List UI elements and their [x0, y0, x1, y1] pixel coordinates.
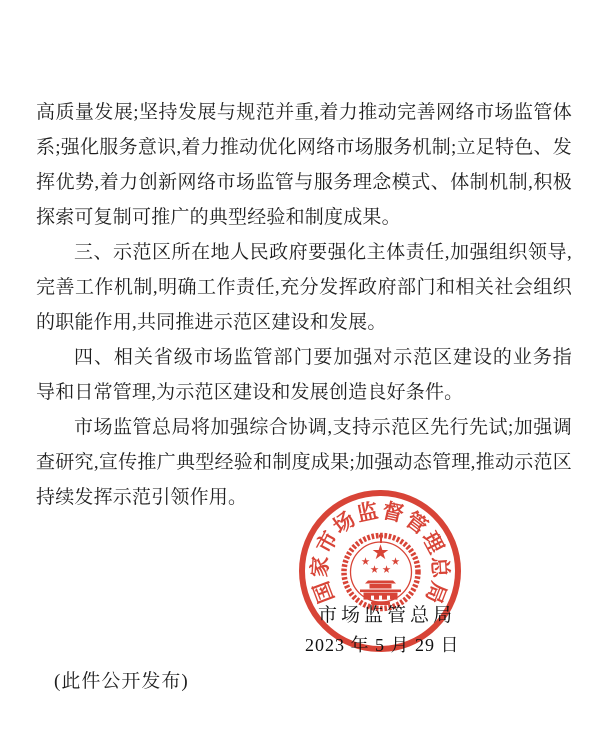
official-seal-icon — [296, 487, 464, 655]
document-paragraph: 四、相关省级市场监管部门要加强对示范区建设的业务指导和日常管理,为示范区建设和发展创造良好条件。 — [36, 347, 572, 403]
document-paragraph: 三、示范区所在地人民政府要强化主体责任,加强组织领导,完善工作机制,明确工作责任,充分发挥政府部门和相关社会组织的职能作用,共同推进示范区建设和发展。 — [36, 242, 572, 333]
document-paragraph: 市场监管总局将加强综合协调,支持示范区先行先试;加强调查研究,宣传推广典型经验和制度成果;加强动态管理,推动示范区持续发挥示范引领作用。 — [36, 417, 572, 508]
publication-note: (此件公开发布) — [54, 671, 189, 692]
issuer-signature: 市场监管总局 — [318, 605, 457, 626]
issue-date: 2023 年 5 月 29 日 — [305, 635, 460, 655]
national-emblem-icon — [344, 534, 418, 609]
official-seal — [296, 487, 464, 655]
seal-ring-text: 国家市场监督管理总局 — [307, 498, 453, 607]
document-paragraph: 高质量发展;坚持发展与规范并重,着力推动完善网络市场监管体系;强化服务意识,着力推动优化网络市场服务机制;立足特色、发挥优势,着力创新网络市场监管与服务理念模式、体制机制,积极探索可复制可推广的典型经验和制度成果。 — [36, 102, 572, 228]
document-body — [36, 95, 572, 515]
